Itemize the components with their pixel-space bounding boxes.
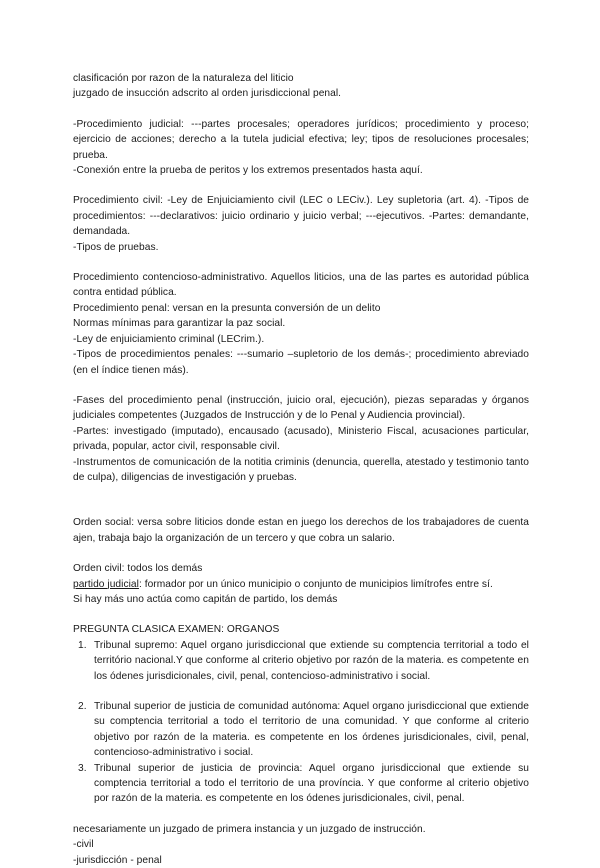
partes-penales: -Partes: investigado (imputado), encausado (acusado), Ministerio Fiscal, acusaciones particular, privada, popular, actor civil, responsable civil. [73, 425, 529, 453]
partido-judicial-definition: : formador por un único municipio o conjunto de municipios limítrofes entre sí. [138, 578, 493, 590]
tipos-procedimientos-penales: -Tipos de procedimientos penales: ---sumario –supletorio de los demás-; procedimiento abreviado (en el índice tienen más). [73, 349, 529, 376]
procedimiento-contencioso: Procedimiento contencioso-administrativo. Aquellos liticios, una de las partes es autoridad pública contra entidad pública. [73, 272, 529, 299]
instrumentos-comunicacion: -Instrumentos de comunicación de la notitia criminis (denuncia, querella, atestado y testimonio tanto de culpa), diligencias de investigación y pruebas. [73, 456, 529, 483]
partido-judicial-term: partido judicial [73, 578, 139, 590]
orden-social: Orden social: versa sobre liticios donde estan en juego los derechos de los trabajadores de cuenta ajen, trabaja bajo la organización de un tercero y que cobra un salario. [73, 517, 529, 544]
fases-procedimiento-penal: -Fases del procedimiento penal (instrucción, juicio oral, ejecución), piezas separadas y órganos judiciales competentes (Juzgados de Instrucción y de lo Penal y Audiencia provincial). [73, 394, 529, 422]
orden-civil: Orden civil: todos los demás [73, 563, 203, 575]
list-item: 2. Tribunal superior de justicia de comunidad autónoma: Aquel organo jurisdiccional que extiende su comptencia territorial a todo el territorio de una comunidad. Y que conforme al criterio objetivo por razón de la materia. es competente en los órdenes jurisdicionales, civil, penal, contencioso-administrativo i social. [78, 701, 529, 759]
procedimiento-penal: Procedimiento penal: versan en la presunta conversión de un delito [73, 302, 381, 314]
pregunta-heading: PREGUNTA CLASICA EXAMEN: ORGANOS [73, 624, 280, 636]
organos-list [73, 638, 529, 807]
title-line-1: clasificación por razon de la naturaleza del liticio [73, 73, 294, 84]
list-item: 1. Tribunal supremo: Aquel organo jurisdiccional que extiende su comptencia territorial a todo el território nacional.Y que conforme al criterio objetivo por razón de la materia. es competente en los ódenes jurisdicionales, civil, penal, contencioso-administrativo i social. [78, 639, 529, 682]
jurisdiccion-penal-item: -jurisdicción - penal [73, 854, 162, 866]
document-body [73, 71, 529, 868]
civil-item: -civil [73, 839, 94, 851]
partido-judicial-line [73, 577, 529, 592]
procedimiento-judicial: -Procedimiento judicial: ---partes procesales; operadores jurídicos; procedimiento y proceso; ejercicio de acciones; derecho a la tutela judicial efectiva; ley; tipos de resoluciones procesales; prueba. [73, 118, 529, 161]
ley-enjuiciamiento-criminal: -Ley de enjuiciamiento criminal (LECrim.). [73, 333, 265, 345]
necesariamente-juzgado: necesariamente un juzgado de primera instancia y un juzgado de instrucción. [73, 823, 426, 835]
capitan-de-partido: Si hay más uno actúa como capitán de partido, los demás [73, 593, 338, 605]
conexion-pruebas: -Conexión entre la prueba de peritos y los extremos presentados hasta aquí. [73, 165, 423, 177]
title-line-2: juzgado de insucción adscrito al orden jurisdiccional penal. [73, 88, 342, 100]
procedimiento-civil: Procedimiento civil: -Ley de Enjuiciamiento civil (LEC o LECiv.). Ley supletoria (art. 4). -Tipos de procedimientos: ---declarativos: juicio ordinario y juicio verbal; ---ejecutivos. -Partes: demandante, demandada. [73, 195, 529, 238]
list-item: 3. Tribunal superior de justicia de provincia: Aquel organo jurisdiccional que extiende su comptencia territorial a todo el territorio de una província. Y que conforme al criterio objetivo por razón de la materia. es competente en los ódenes jurisdicionales, civil, penal. [78, 762, 529, 805]
normas-minimas: Normas mínimas para garantizar la paz social. [73, 318, 286, 330]
tipos-de-pruebas: -Tipos de pruebas. [73, 241, 159, 253]
